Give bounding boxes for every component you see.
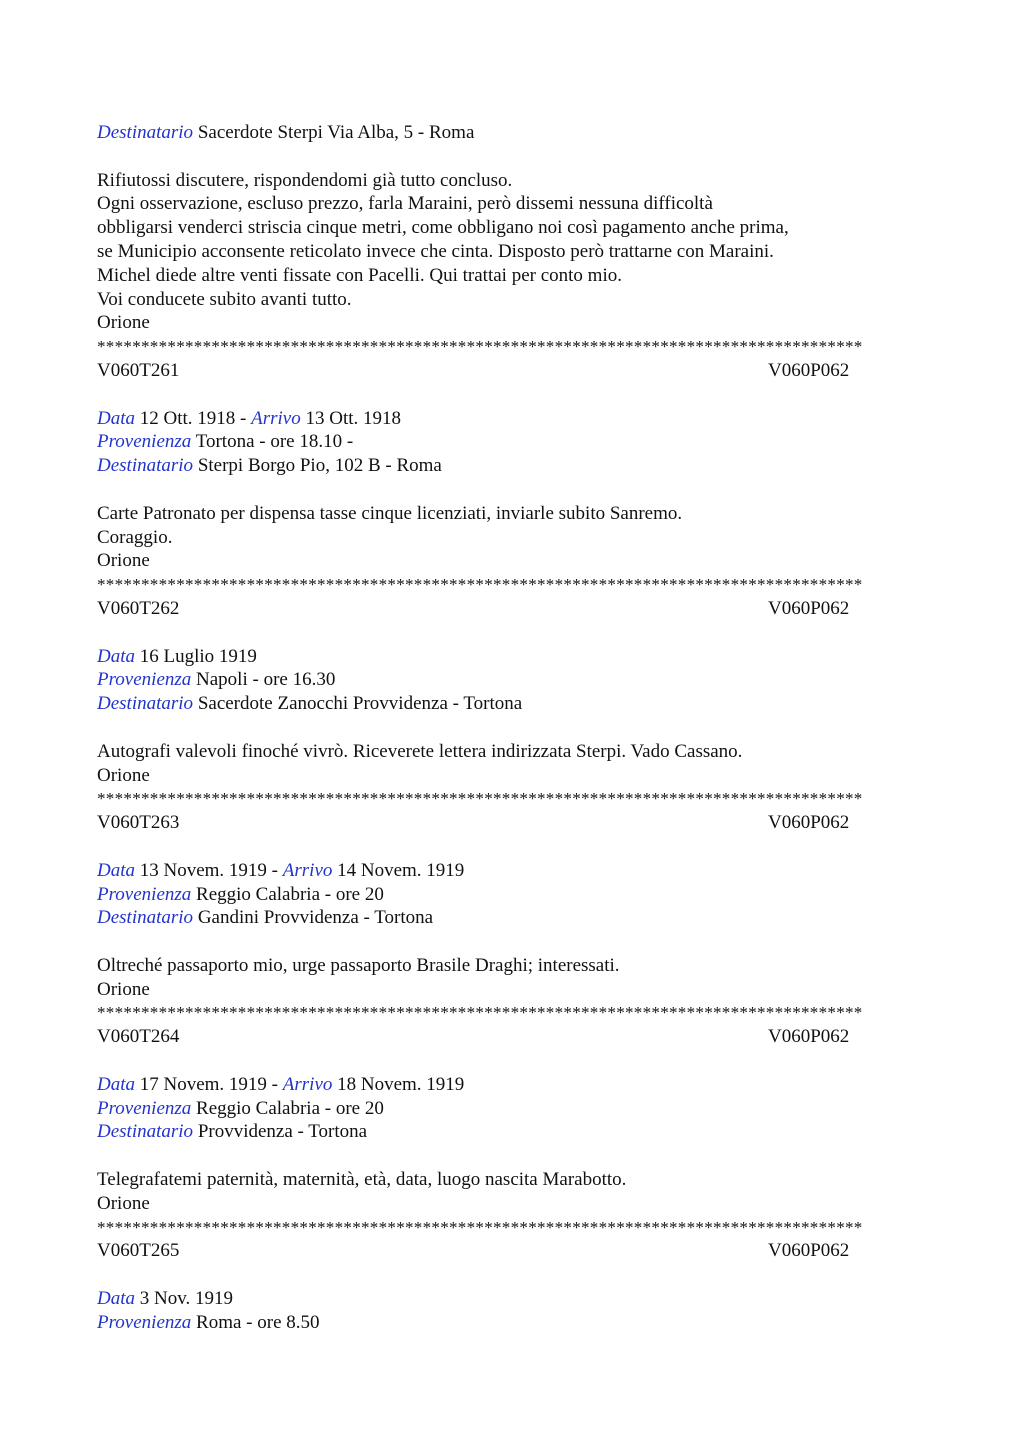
provenienza-label: Provenienza	[97, 1097, 192, 1119]
arrivo-value: 13 Ott. 1918	[305, 407, 401, 429]
data-line	[97, 1073, 927, 1097]
provenienza-value: Roma - ore 8.50	[196, 1311, 320, 1333]
destinatario-line	[97, 121, 927, 145]
body-line: Voi conducete subito avanti tutto.	[97, 288, 352, 310]
body-line: Autografi valevoli finoché vivrò. Riceverete lettera indirizzata Sterpi. Vado Cassano.	[97, 740, 743, 762]
provenienza-line	[97, 1311, 927, 1335]
entry-id: V060T265	[97, 1240, 180, 1262]
entry-id-row	[97, 597, 927, 621]
provenienza-line	[97, 430, 927, 454]
body-line: Telegrafatemi paternità, maternità, età, data, luogo nascita Marabotto.	[97, 1169, 627, 1191]
provenienza-value: Reggio Calabria - ore 20	[196, 883, 384, 905]
signature: Orione	[97, 1192, 150, 1214]
signature: Orione	[97, 978, 150, 1000]
entry-id: V060T261	[97, 359, 180, 381]
arrivo-label: Arrivo	[282, 859, 333, 881]
provenienza-label: Provenienza	[97, 1311, 192, 1333]
separator: ***************************************************************************************	[97, 575, 863, 595]
body-line: Michel diede altre venti fissate con Pacelli. Qui trattai per conto mio.	[97, 264, 622, 286]
entry-id: V060T262	[97, 597, 180, 619]
destinatario-value: Sterpi Borgo Pio, 102 B - Roma	[197, 455, 442, 477]
data-label: Data	[97, 645, 135, 667]
data-line	[97, 645, 927, 669]
body-line: obbligarsi venderci striscia cinque metri, come obbligano noi così pagamento anche prima,	[97, 217, 789, 239]
separator: ***************************************************************************************	[97, 789, 863, 809]
signature: Orione	[97, 764, 150, 786]
data-value: 3 Nov. 1919	[139, 1288, 233, 1310]
entry-id-row	[97, 1025, 927, 1049]
provenienza-value: Napoli - ore 16.30	[196, 669, 336, 691]
provenienza-value: Reggio Calabria - ore 20	[196, 1097, 384, 1119]
provenienza-label: Provenienza	[97, 669, 192, 691]
page-id: V060P062	[768, 1240, 850, 1262]
data-value: 12 Ott. 1918 -	[139, 407, 247, 429]
body-line: Ogni osservazione, escluso prezzo, farla Maraini, però dissemi nessuna difficoltà	[97, 193, 713, 215]
body-line: se Municipio acconsente reticolato invece che cinta. Disposto però trattarne con Maraini.	[97, 240, 774, 262]
page-id: V060P062	[768, 359, 850, 381]
page-id: V060P062	[768, 812, 850, 834]
signature: Orione	[97, 550, 150, 572]
entry-id: V060T263	[97, 812, 180, 834]
destinatario-line	[97, 454, 927, 478]
provenienza-line	[97, 668, 927, 692]
destinatario-value: Gandini Provvidenza - Tortona	[197, 907, 434, 929]
provenienza-line	[97, 1097, 927, 1121]
data-value: 17 Novem. 1919 -	[139, 1073, 279, 1095]
arrivo-label: Arrivo	[282, 1073, 333, 1095]
page-id: V060P062	[768, 1026, 850, 1048]
body-line: Carte Patronato per dispensa tasse cinque licenziati, inviarle subito Sanremo.	[97, 502, 683, 524]
provenienza-label: Provenienza	[97, 883, 192, 905]
data-line	[97, 1287, 927, 1311]
separator: ***************************************************************************************	[97, 1003, 863, 1023]
data-label: Data	[97, 1288, 135, 1310]
signature: Orione	[97, 312, 150, 334]
entry-id-row	[97, 1239, 927, 1263]
body-line: Rifiutossi discutere, rispondendomi già tutto concluso.	[97, 169, 513, 191]
data-value: 13 Novem. 1919 -	[139, 859, 279, 881]
data-label: Data	[97, 407, 135, 429]
data-line	[97, 859, 927, 883]
data-line	[97, 407, 927, 431]
destinatario-label: Destinatario	[97, 455, 194, 477]
data-value: 16 Luglio 1919	[139, 645, 257, 667]
provenienza-line	[97, 883, 927, 907]
separator: ***************************************************************************************	[97, 1217, 863, 1237]
arrivo-value: 18 Novem. 1919	[337, 1073, 465, 1095]
destinatario-label: Destinatario	[97, 122, 194, 143]
destinatario-value: Sacerdote Zanocchi Provvidenza - Tortona	[197, 693, 523, 715]
arrivo-label: Arrivo	[251, 407, 301, 429]
body-line: Coraggio.	[97, 526, 173, 548]
destinatario-value: Provvidenza - Tortona	[197, 1121, 368, 1143]
entry-id: V060T264	[97, 1026, 180, 1048]
provenienza-value: Tortona - ore 18.10 -	[195, 431, 354, 453]
data-label: Data	[97, 1073, 135, 1095]
destinatario-line	[97, 692, 927, 716]
provenienza-label: Provenienza	[97, 431, 192, 453]
entry-id-row	[97, 811, 927, 835]
entry-id-row	[97, 359, 927, 383]
separator: ***************************************************************************************	[97, 337, 863, 357]
destinatario-value: Sacerdote Sterpi Via Alba, 5 - Roma	[197, 122, 475, 143]
destinatario-label: Destinatario	[97, 907, 194, 929]
arrivo-value: 14 Novem. 1919	[337, 859, 465, 881]
destinatario-line	[97, 1120, 927, 1144]
destinatario-line	[97, 906, 927, 930]
page-id: V060P062	[768, 597, 850, 619]
body-line: Oltreché passaporto mio, urge passaporto Brasile Draghi; interessati.	[97, 954, 620, 976]
destinatario-label: Destinatario	[97, 1121, 194, 1143]
destinatario-label: Destinatario	[97, 693, 194, 715]
data-label: Data	[97, 859, 135, 881]
document-page	[97, 121, 927, 1335]
